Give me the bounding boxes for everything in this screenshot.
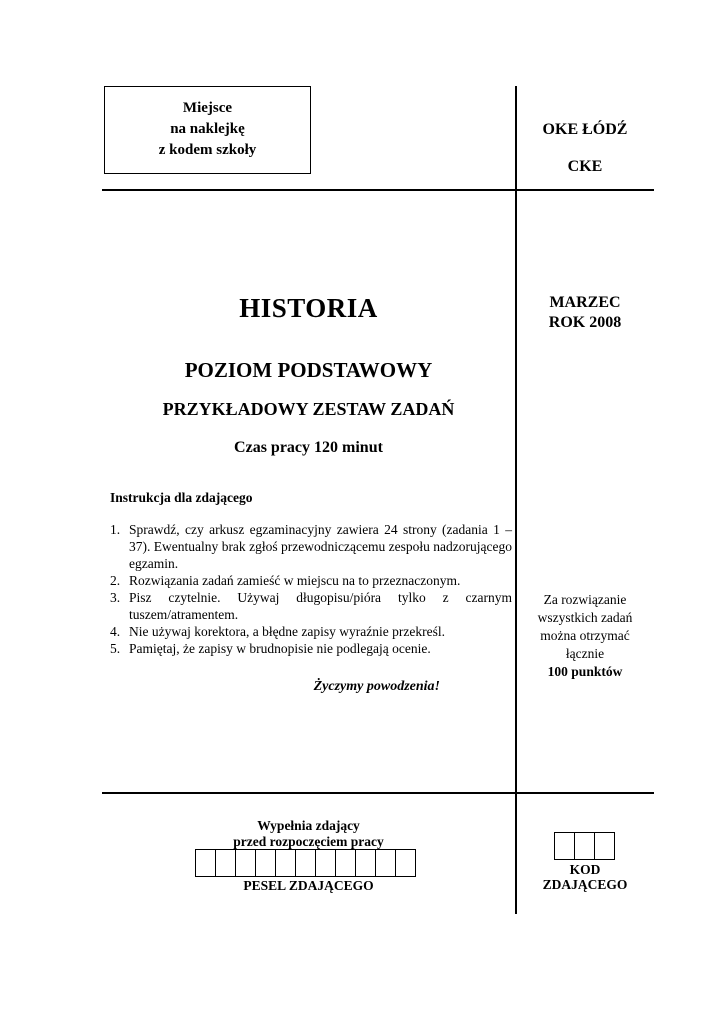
bottom-divider bbox=[102, 792, 654, 794]
instruction-text: Pamiętaj, że zapisy w brudnopisie nie podlegają ocenie. bbox=[129, 641, 431, 656]
exam-year: ROK 2008 bbox=[548, 314, 622, 331]
pesel-label: PESEL ZDAJĄCEGO bbox=[243, 878, 374, 893]
pesel-digit-box[interactable] bbox=[375, 849, 396, 877]
score-line-2: wszystkich zadań bbox=[537, 610, 633, 625]
exam-subject: HISTORIA bbox=[239, 293, 378, 323]
kod-digit-box[interactable] bbox=[594, 832, 615, 860]
instruction-number: 2. bbox=[110, 573, 121, 588]
instructions-heading: Instrukcja dla zdającego bbox=[110, 490, 253, 505]
kod-label-1: KOD bbox=[569, 862, 601, 877]
top-divider bbox=[102, 189, 654, 191]
instruction-item bbox=[110, 623, 512, 640]
instruction-text: Nie używaj korektora, a błędne zapisy wyraźnie przekreśl. bbox=[129, 624, 445, 639]
pesel-digit-box[interactable] bbox=[295, 849, 316, 877]
instruction-item bbox=[110, 640, 512, 657]
score-line-3: można otrzymać bbox=[540, 628, 630, 643]
score-note bbox=[517, 591, 653, 681]
pesel-digit-box[interactable] bbox=[315, 849, 336, 877]
oke-label: OKE ŁÓDŹ bbox=[542, 121, 628, 138]
instructions-list bbox=[110, 521, 512, 657]
pesel-digit-box[interactable] bbox=[395, 849, 416, 877]
pesel-input-boxes[interactable] bbox=[196, 849, 416, 877]
exam-time: Czas pracy 120 minut bbox=[234, 439, 383, 456]
vertical-divider bbox=[515, 86, 517, 914]
pesel-digit-box[interactable] bbox=[235, 849, 256, 877]
instruction-number: 1. bbox=[110, 522, 121, 537]
instruction-item bbox=[110, 521, 512, 572]
score-line-1: Za rozwiązanie bbox=[543, 592, 627, 607]
score-line-4: łącznie bbox=[565, 646, 605, 661]
instruction-item bbox=[110, 572, 512, 589]
exam-set: PRZYKŁADOWY ZESTAW ZADAŃ bbox=[162, 399, 455, 419]
pesel-digit-box[interactable] bbox=[355, 849, 376, 877]
kod-label-2: ZDAJĄCEGO bbox=[542, 877, 628, 892]
sticker-line-2: na naklejkę bbox=[170, 121, 245, 137]
instruction-text: Sprawdź, czy arkusz egzaminacyjny zawiera 24 strony (zadania 1 – 37). Ewentualny brak zgłoś przewodniczącemu zespołu nadzorującego egzamin. bbox=[129, 522, 512, 571]
pesel-digit-box[interactable] bbox=[275, 849, 296, 877]
exam-level: POZIOM PODSTAWOWY bbox=[184, 358, 433, 382]
instruction-text: Pisz czytelnie. Używaj długopisu/pióra tylko z czarnym tuszem/atramentem. bbox=[129, 590, 512, 622]
cke-label: CKE bbox=[567, 158, 603, 175]
kod-digit-box[interactable] bbox=[574, 832, 595, 860]
pesel-digit-box[interactable] bbox=[255, 849, 276, 877]
instruction-number: 3. bbox=[110, 590, 121, 605]
school-sticker-label bbox=[104, 98, 311, 161]
pesel-digit-box[interactable] bbox=[335, 849, 356, 877]
instruction-number: 4. bbox=[110, 624, 121, 639]
sticker-line-3: z kodem szkoły bbox=[158, 142, 257, 158]
sticker-line-1: Miejsce bbox=[182, 100, 233, 116]
pesel-instruction-1: Wypełnia zdający bbox=[257, 818, 360, 833]
score-points: 100 punktów bbox=[547, 664, 623, 679]
instruction-text: Rozwiązania zadań zamieść w miejscu na to przeznaczonym. bbox=[129, 573, 461, 588]
pesel-digit-box[interactable] bbox=[195, 849, 216, 877]
kod-digit-box[interactable] bbox=[554, 832, 575, 860]
kod-input-boxes[interactable] bbox=[555, 832, 615, 860]
pesel-digit-box[interactable] bbox=[215, 849, 236, 877]
pesel-instruction-2: przed rozpoczęciem pracy bbox=[233, 834, 384, 849]
instruction-item bbox=[110, 589, 512, 623]
exam-month: MARZEC bbox=[549, 294, 621, 311]
instruction-number: 5. bbox=[110, 641, 121, 656]
good-luck-text: Życzymy powodzenia! bbox=[313, 679, 440, 694]
